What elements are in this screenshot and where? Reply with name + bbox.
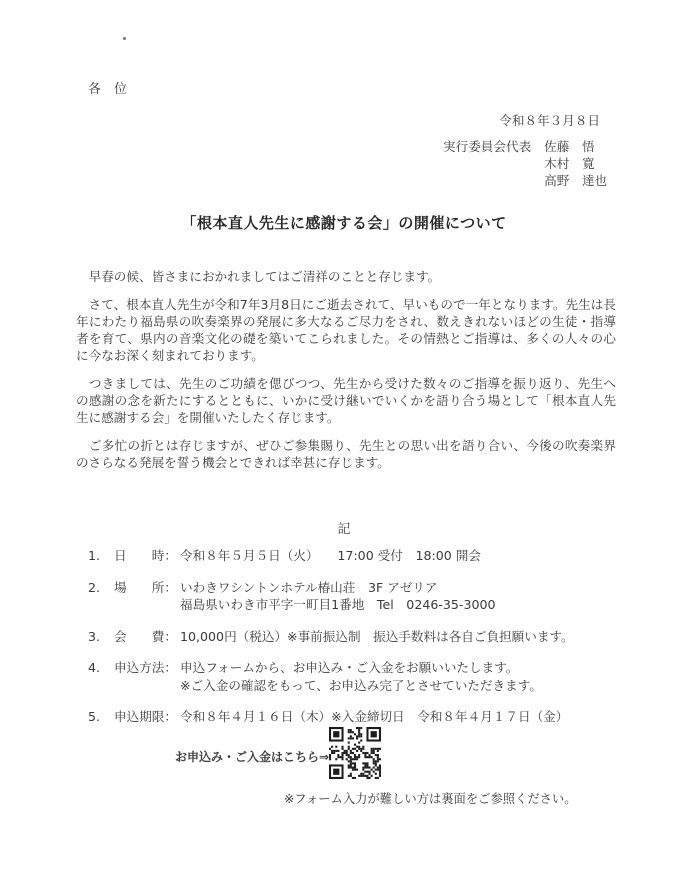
qr-code-icon <box>329 727 381 779</box>
item-value <box>180 579 618 614</box>
qr-finder-top-left <box>329 727 344 742</box>
paragraph-invitation: ご多忙の折とは存じますが、ぜひご参集賜り、先生との思い出を語り合い、今後の吹奏楽界のさらなる発展を誓う機会とできれば幸甚に存じます。 <box>76 438 616 470</box>
recipient-line: 各 位 <box>88 82 128 97</box>
item-value: 令和８年５月５日（火） 17:00 受付 18:00 開会 <box>180 548 481 563</box>
item-label: 日 時： <box>114 548 177 563</box>
sender-name: 高野 達也 <box>544 172 608 188</box>
qr-call-to-action-label: お申込み・ご入金はこちら⇒ <box>175 750 330 764</box>
item-value: 令和８年４月１６日（木）※入金締切日 令和８年４月１７日（金） <box>180 709 569 724</box>
item-application-method <box>88 659 618 694</box>
item-number: 5. <box>88 709 101 724</box>
item-datetime <box>88 547 618 565</box>
issue-date: 令和８年３月８日 <box>499 113 600 128</box>
item-number: 2. <box>88 579 101 595</box>
body-paragraphs <box>76 268 616 482</box>
sender-name: 木村 寛 <box>544 155 595 171</box>
paragraph-greeting: 早春の候、皆さまにおかれましてはご清祥のことと存じます。 <box>76 269 441 284</box>
item-number: 1. <box>88 548 101 563</box>
sender-name: 佐藤 悟 <box>544 139 595 154</box>
footnote: ※フォーム入力が難しい方は裏面をご参照ください。 <box>284 792 577 806</box>
item-value: 10,000円（税込）※事前振込制 振込手数料は各自ご負担願います。 <box>180 628 574 644</box>
sender-names <box>544 139 607 189</box>
record-mark: 記 <box>337 522 351 537</box>
item-number: 4. <box>88 660 101 675</box>
qr-finder-top-right <box>366 727 381 742</box>
method-line: 申込フォームから、お申込み・ご入金をお願いいたします。 <box>180 660 519 675</box>
item-label: 場 所： <box>114 579 177 595</box>
sender-title: 実行委員会代表 <box>443 139 532 154</box>
paragraph-background: さて、根本直人先生が令和7年3月8日にご逝去されて、早いもので一年となります。先生は長年にわたり福島県の吹奏楽界の発展に多大なるご尽力をされ、数えきれないほどの生徒・指導者を育て、県内の音楽文化の礎を築いてこられました。その情熱とご指導は、多くの人々の心に今なお深く刻まれております。 <box>76 297 616 363</box>
item-value <box>180 659 618 694</box>
details-list <box>88 547 618 740</box>
item-venue <box>88 579 618 614</box>
item-label: 会 費： <box>114 628 177 644</box>
qr-finder-bottom-left <box>329 764 344 779</box>
document-title: 「根本直人先生に感謝する会」の開催について <box>181 214 507 232</box>
item-fee <box>88 628 618 646</box>
item-label: 申込方法： <box>114 660 177 675</box>
venue-name: いわきワシントンホテル椿山荘 3F アゼリア <box>180 579 438 595</box>
item-number: 3. <box>88 628 101 644</box>
paragraph-purpose: つきましては、先生のご功績を偲びつつ、先生から受けた数々のご指導を振り返り、先生への感謝の念を新たにするとともに、いかに受け継いでいくかを語り合う場として「根本直人先生に感謝する会」を開催いたしたく存じます。 <box>76 376 616 425</box>
sender-block <box>443 139 607 189</box>
item-label: 申込期限： <box>114 709 177 724</box>
venue-address: 福島県いわき市平字一町目1番地 Tel 0246-35-3000 <box>180 597 496 612</box>
item-deadline <box>88 708 618 726</box>
scan-artifact-dot <box>123 37 126 40</box>
method-note: ※ご入金の確認をもって、お申込み完了とさせていただきます。 <box>180 677 542 693</box>
